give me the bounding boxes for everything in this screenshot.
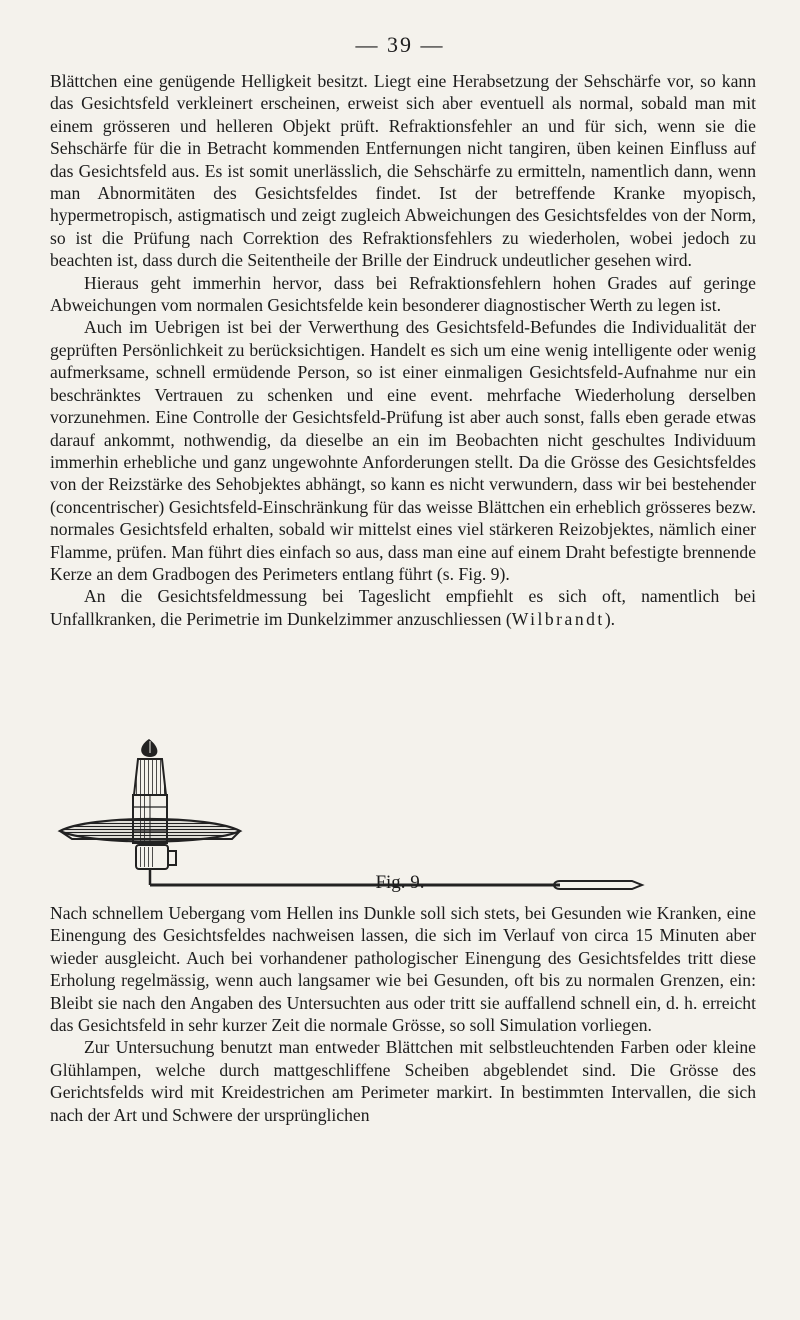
text-block-bottom (50, 902, 756, 1126)
paragraph: Zur Untersuchung benutzt man entweder Blättchen mit selbstleuchtenden Farben oder kleine Glühlampen, welche durch mattgeschliffene Scheiben abgeblendet sind. Die Grösse des Gerichtsfelds wird mit Kreidestrichen am Perimeter markirt. In bestimmten Intervallen, die sich nach der Art und Schwere der ursprünglichen (50, 1037, 756, 1125)
paragraph: Blättchen eine genügende Helligkeit besitzt. Liegt eine Herabsetzung der Sehschärfe vor, so kann das Gesichtsfeld verkleinert erscheinen, erweist sich aber eventuell als normal, sobald man mit einem grösseren und helleren Objekt prüft. Refraktionsfehler an und für sich, wenn sie die Sehschärfe für die in Betracht kommenden Entfernungen nicht tangiren, üben keinen Einfluss auf das Gesichtsfeld aus. Es ist somit unerlässlich, die Sehschärfe zu ermitteln, namentlich dann, wenn man Abnormitäten des Gesichtsfeldes findet. Ist der betreffende Kranke myopisch, hypermetropisch, astigmatisch und zeigt zugleich Abweichungen des Gesichtsfeldes von der Norm, so ist die Prüfung nach Correktion des Refraktionsfehlers zu wiederholen, wobei jedoch zu beachten ist, dass durch die Seitentheile der Brille der Eindruck undeutlicher gesehen wird. (50, 71, 756, 271)
text-block-top (50, 70, 756, 630)
figure-caption: Fig. 9. (375, 872, 425, 893)
paragraph-text: An die Gesichtsfeldmessung bei Tageslicht empfiehlt es sich oft, namentlich bei Unfallkranken, die Perimetrie im Dunkelzimmer anzuschliessen ( (50, 586, 756, 629)
drip-plate (60, 819, 240, 842)
paragraph-end: ). (604, 608, 616, 629)
paragraph-last (50, 585, 756, 630)
author-name: Wilbrandt (511, 608, 605, 629)
paragraph: Auch im Uebrigen ist bei der Verwerthung des Gesichtsfeld-Befundes die Individualität der geprüften Persönlichkeit zu berücksichtigen. Handelt es sich um eine wenig intelligente oder wenig aufmerksame, schnell ermüdende Person, so ist einer einmaligen Gesichtsfeld-Aufnahme nur ein beschränktes Vertrauen zu schenken und eine event. mehrfache Wiederholung derselben vorzunehmen. Eine Controlle der Gesichtsfeld-Prüfung ist aber auch sonst, falls eben gerade etwas darauf ankommt, nothwendig, da dieselbe an ein im Beobachten nicht geschultes Individuum immerhin erhebliche und ganz ungewohnte Anforderungen stellt. Da die Grösse des Gesichtsfeldes von der Reizstärke des Sehobjektes abhängt, so kann es nicht verwundern, dass wir bei bestehender (concentrischer) Gesichtsfeld-Einschränkung für das weisse Blättchen ein erheblich grösseres bezw. normales Gesichtsfeld erhalten, sobald wir mittelst eines viel stärkeren Reizobjektes, nämlich einer Flamme, prüfen. Man führt dies einfach so aus, dass man eine auf einem Draht befestigte brennende Kerze an dem Gradbogen des Perimeters entlang führt (s. Fig. 9). (50, 317, 756, 584)
page-number: — 39 — (355, 32, 445, 57)
candle-holder (136, 845, 176, 869)
candle-flame (141, 739, 157, 757)
paragraph: Hieraus geht immerhin hervor, dass bei Refraktionsfehlern hohen Grades auf geringe Abweichungen vom normalen Gesichtsfelde kein besonderer diagnostischer Werth zu legen ist. (50, 272, 756, 316)
paragraph: Nach schnellem Uebergang vom Hellen ins Dunkle soll sich stets, bei Gesunden wie Kranken, eine Einengung des Gesichtsfeldes nachweisen lassen, die sich im Verlauf von circa 15 Minuten aber wieder ausgleicht. Auch bei vorhandener pathologischer Einengung des Gesichtsfeldes tritt diese Erholung regelmässig, wenn auch langsamer wie bei Gesunden, oft bis zu normalen Grenzen, ein: Bleibt sie nach den Angaben des Untersuchten aus oder tritt sie auffallend schnell ein, d. h. erreicht das Gesichtsfeld in sehr kurzer Zeit die normale Grösse, so soll Simulation vorliegen. (50, 903, 756, 1036)
